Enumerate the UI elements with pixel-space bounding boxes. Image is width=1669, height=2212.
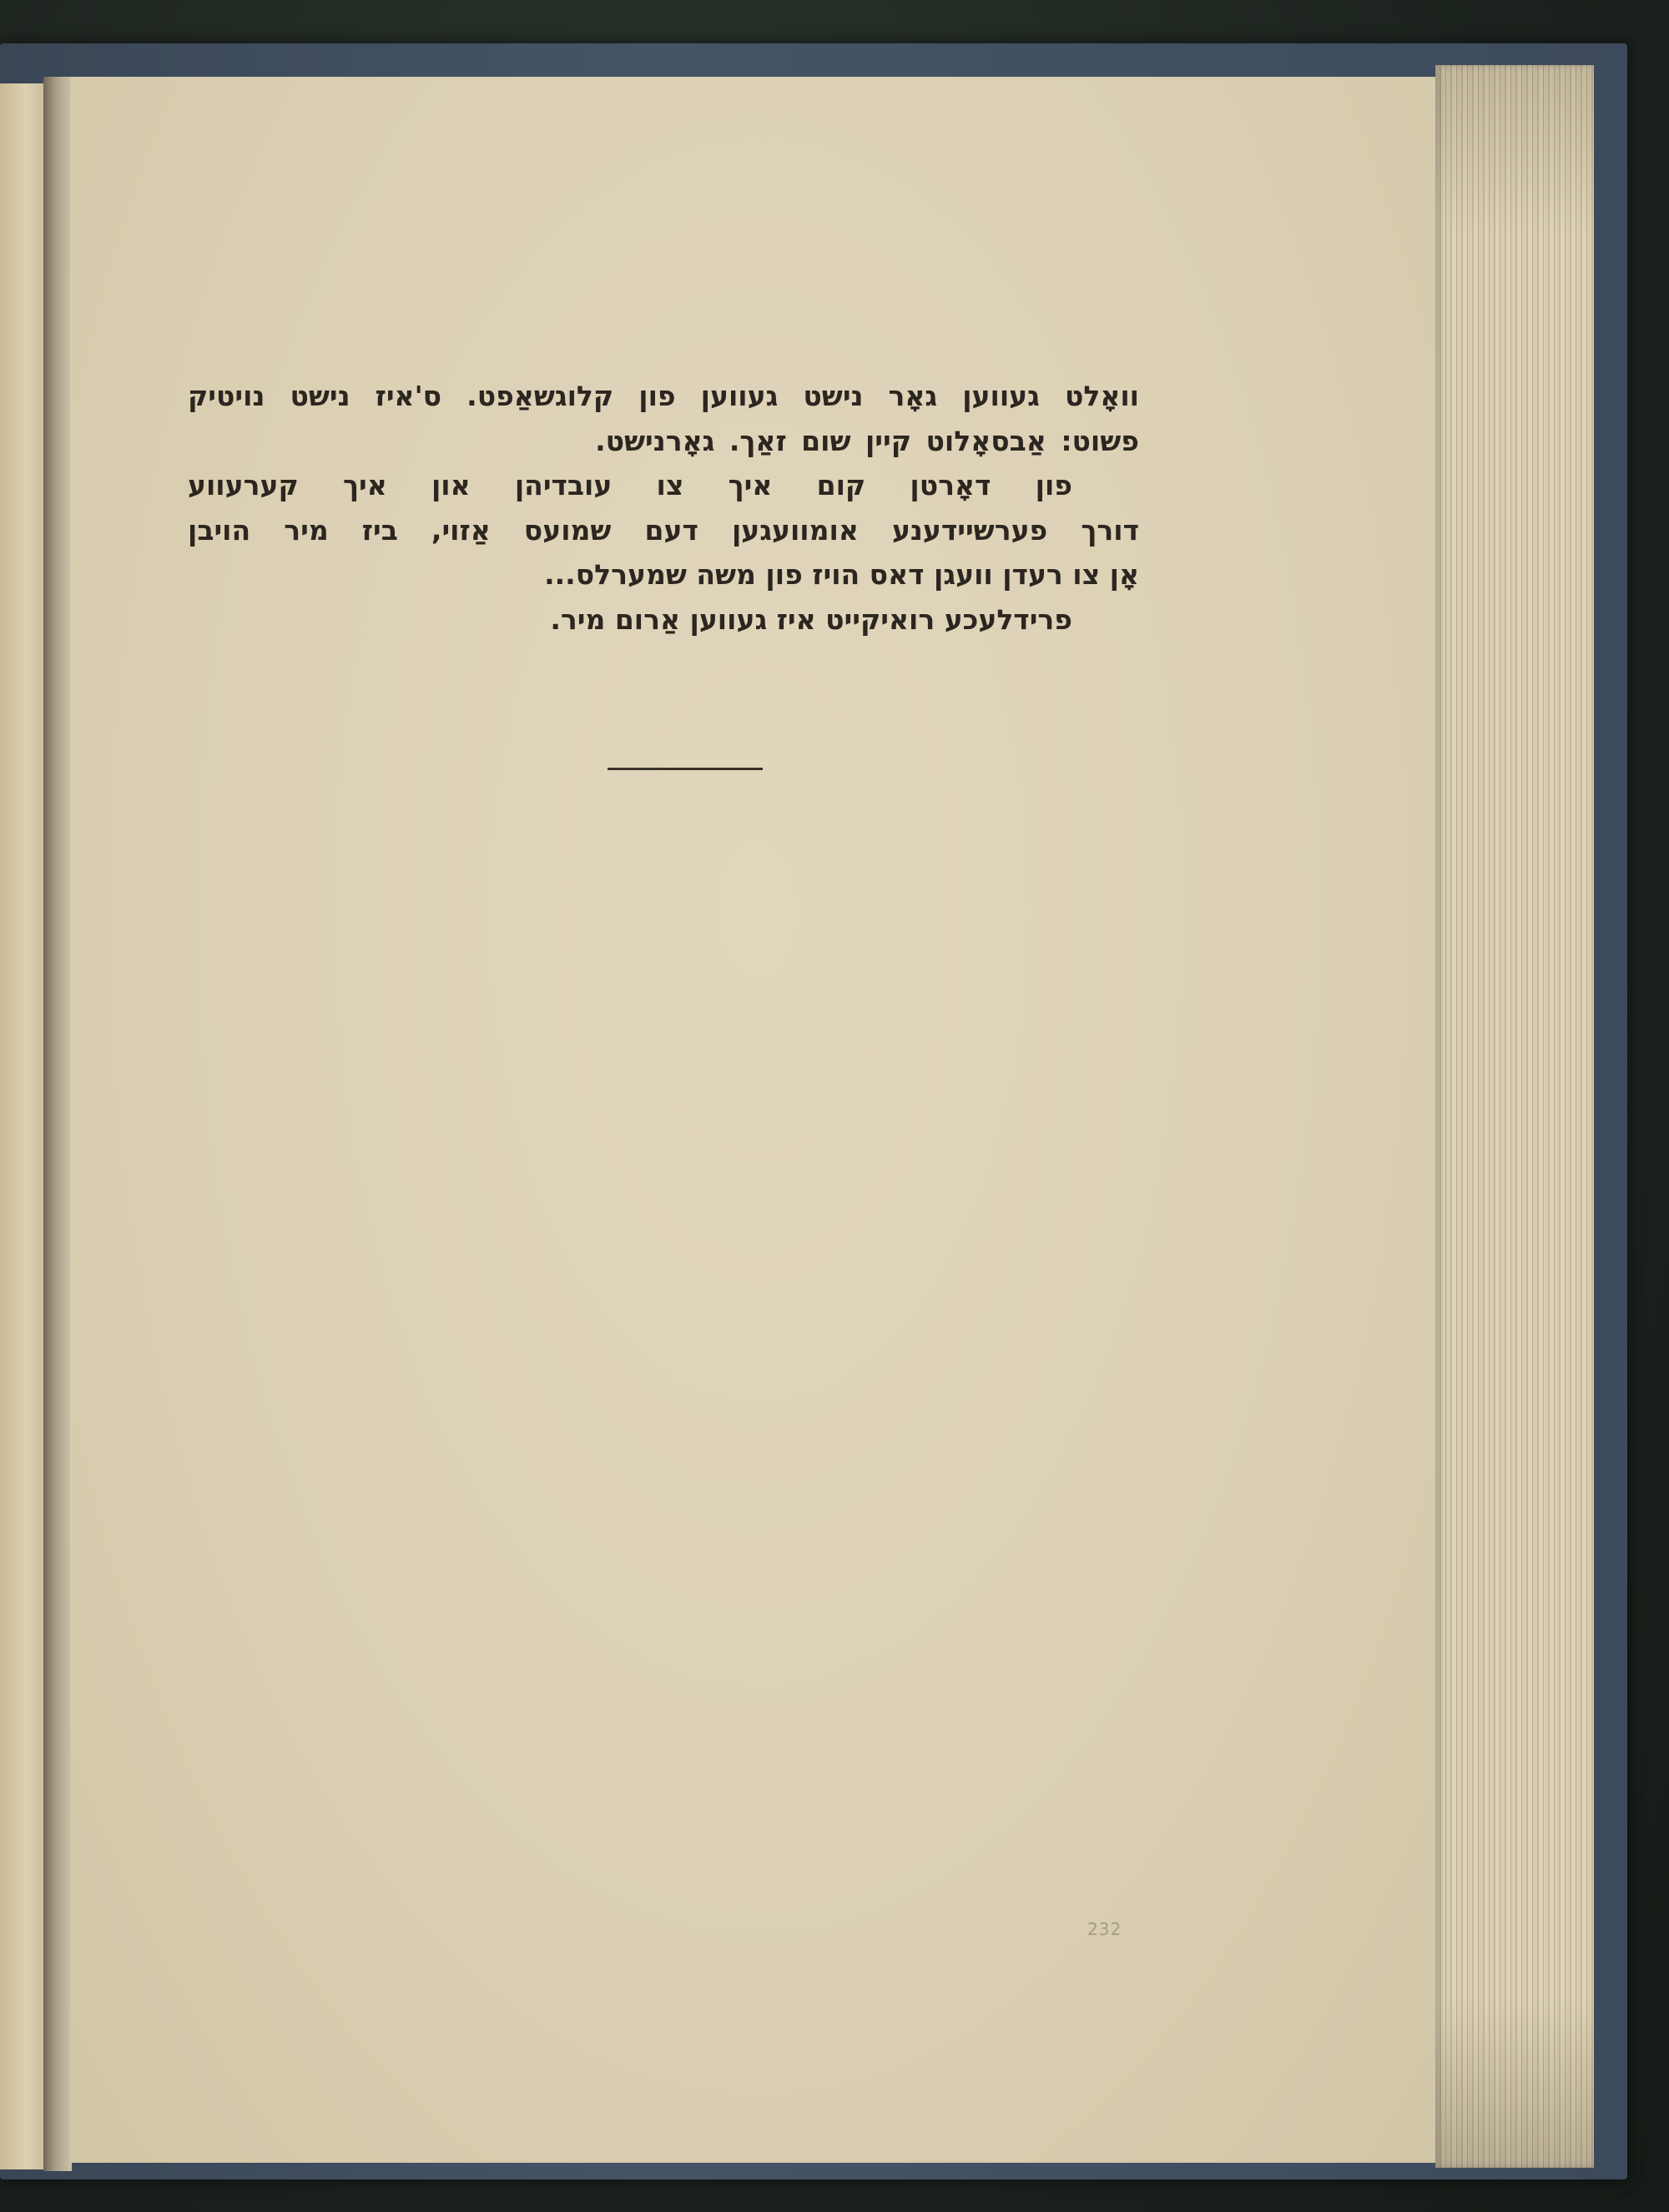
book-gutter [43, 77, 72, 2171]
text-line-5: אָן צו רעדן וועגן דאס הויז פון משה שמערלס... [544, 558, 1139, 591]
text-line-4: דורך פערשיידענע אומוועגען דעם שמועס אַזוי, ביז מיר הויבן [188, 513, 1139, 547]
text-line-3: פון דאָרטן קום איך צו עובדיהן און איך קערעווע [188, 469, 1072, 501]
text-line-6: פרידלעכע רואיקייט איז געווען אַרום מיר. [550, 602, 1072, 636]
text-line-2: פשוט: אַבסאָלוט קיין שום זאַך. גאָרנישט. [595, 424, 1139, 457]
text-line-1: וואָלט געווען גאָר נישט געווען פון קלוגשאַפט. ס'איז נישט נויטיק [188, 380, 1139, 412]
page-number: 232 [1087, 1919, 1122, 1939]
section-end-rule [608, 768, 763, 770]
page-edges-shade [1435, 65, 1594, 2168]
left-facing-page [0, 83, 45, 2169]
yiddish-text-block [188, 374, 1139, 642]
